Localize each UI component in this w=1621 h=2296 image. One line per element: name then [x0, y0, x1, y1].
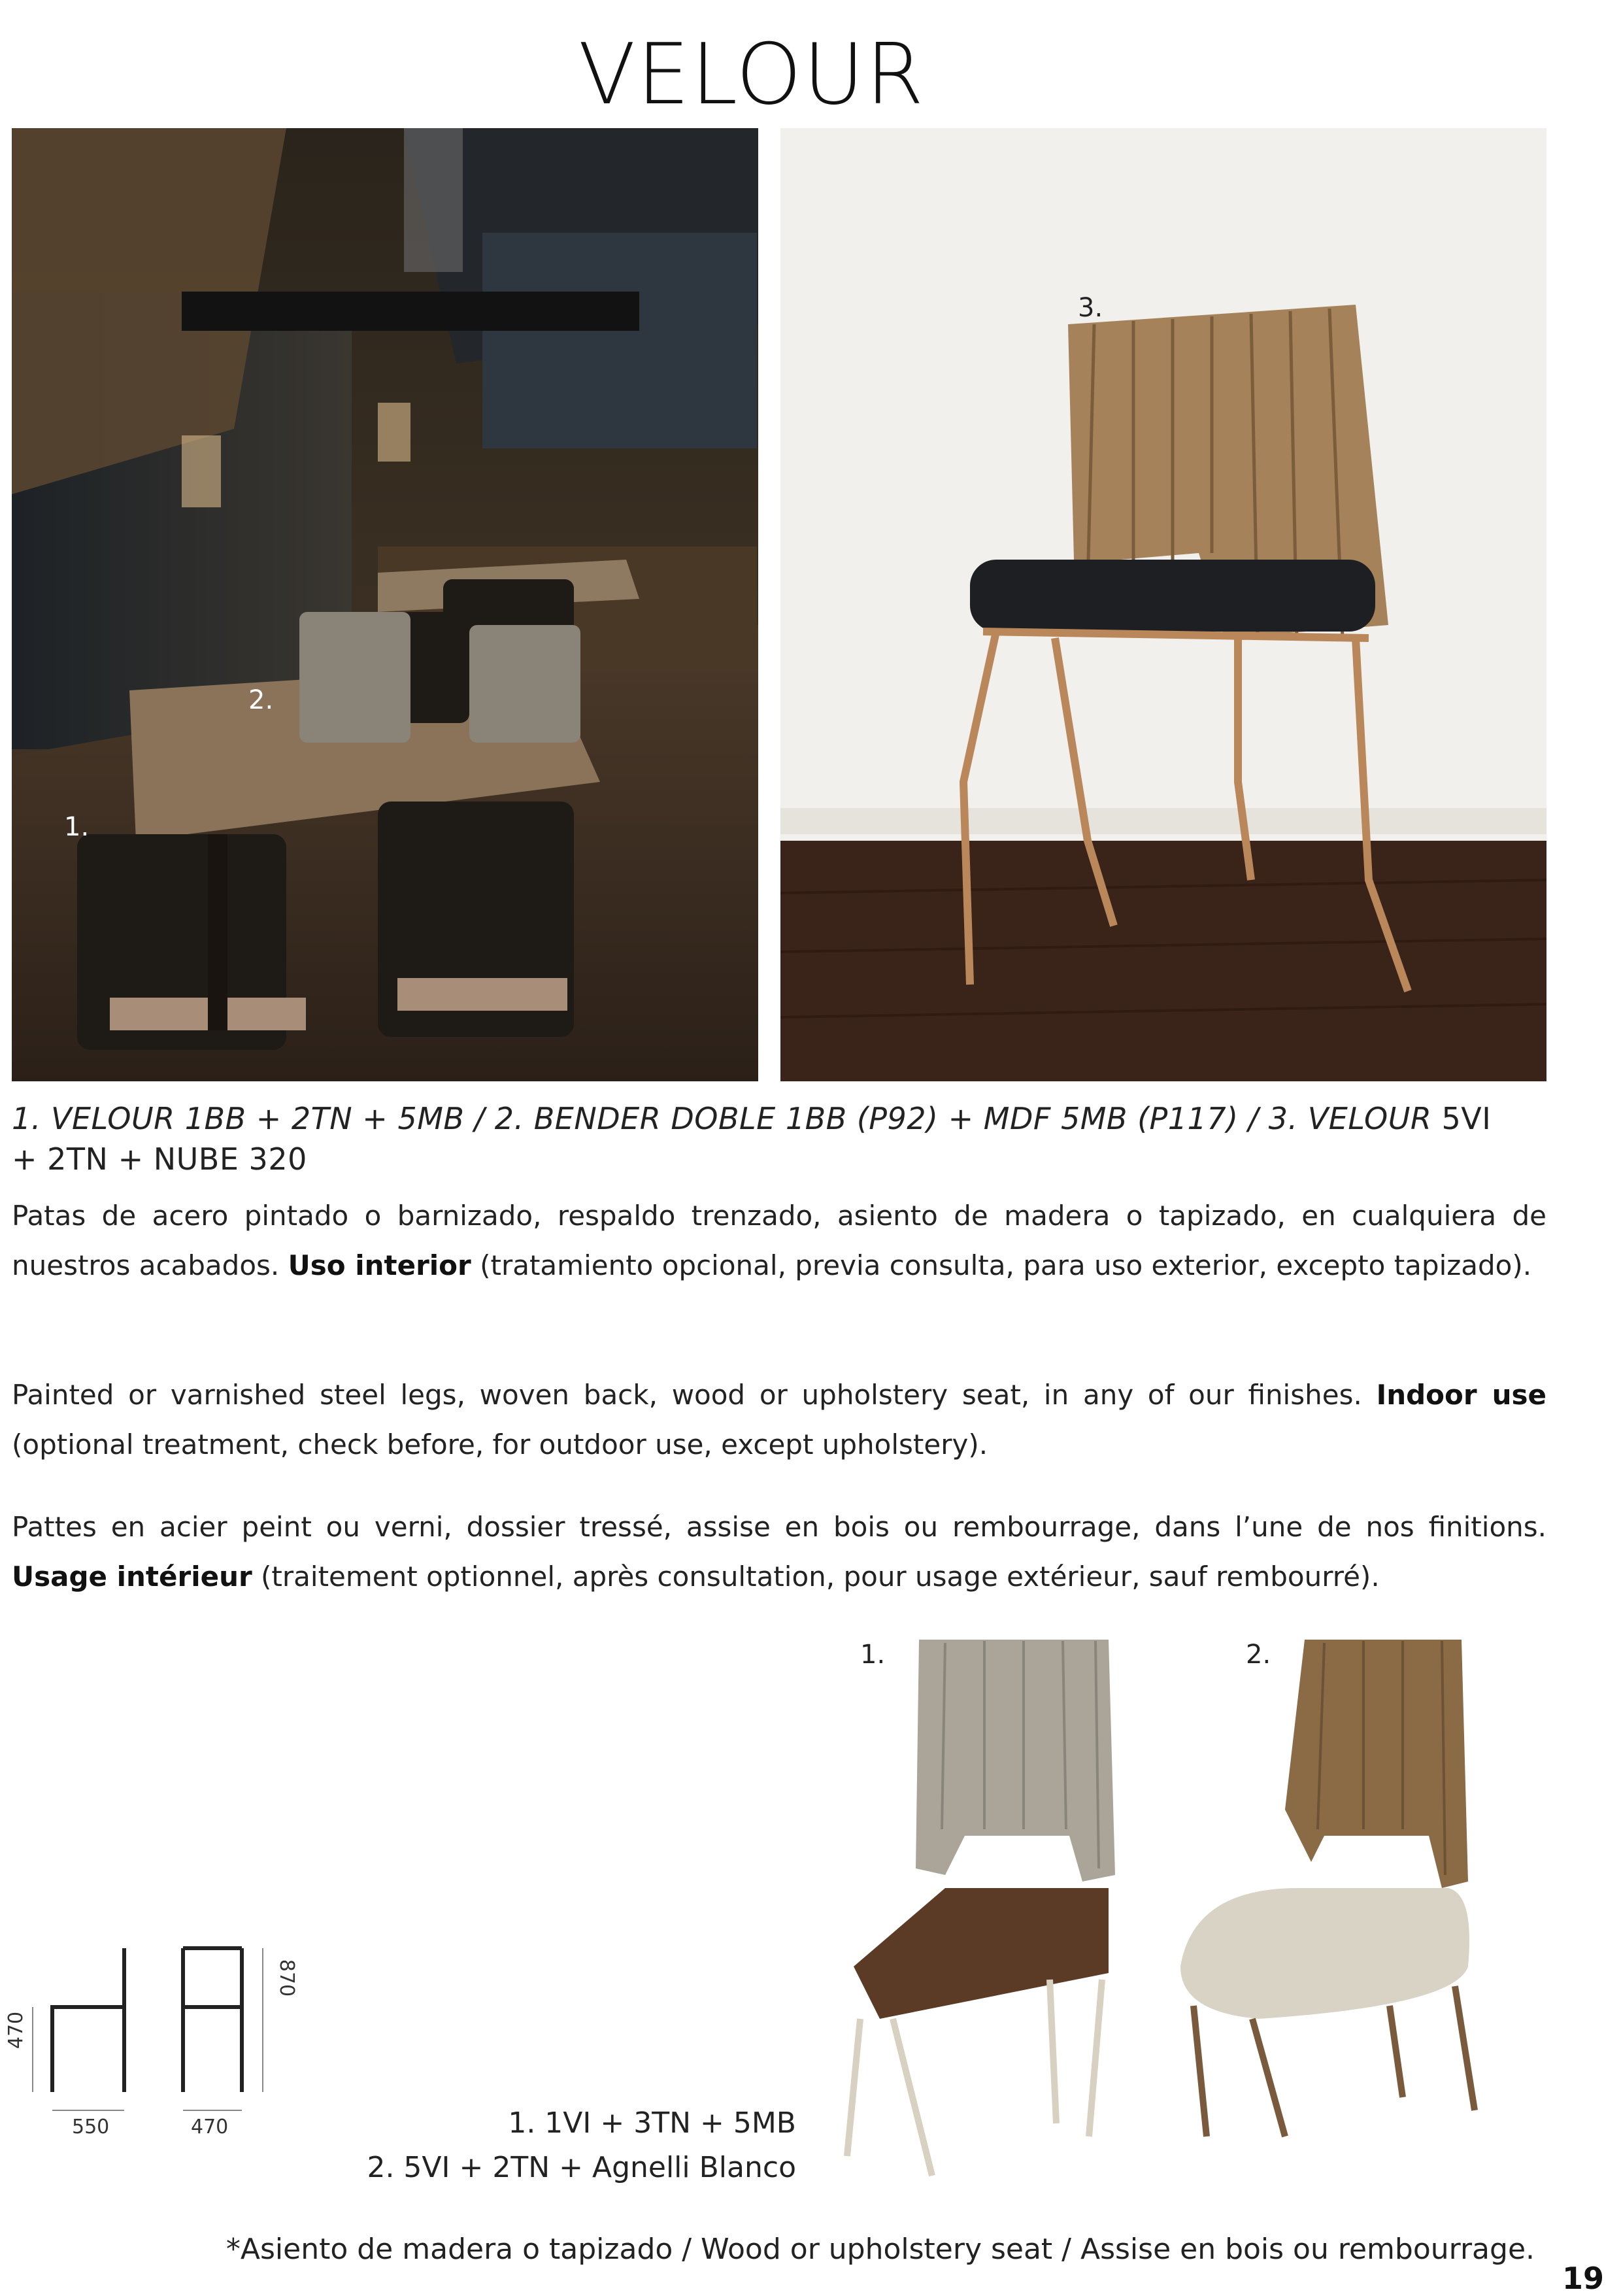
pair-callout-2: 2.	[1246, 1640, 1271, 1670]
description-fr-text: Pattes en acier peint ou verni, dossier tressé, assise en bois ou rembourrage, dans l’une de nos finitions.	[12, 1511, 1546, 1543]
description-es-text: Patas de acero pintado o barnizado, respaldo trenzado, asiento de madera o tapizado, en cualquiera de nuestros acabados.	[12, 1200, 1546, 1281]
description-fr-note: (traitement optionnel, après consultation, pour usage extérieur, sauf rembourré).	[261, 1561, 1380, 1593]
restaurant-scene-image	[12, 128, 758, 1081]
caption-models: 1. VELOUR 1BB + 2TN + 5MB / 2. BENDER DOBLE 1BB (P92) + MDF 5MB (P117) / 3. VELOUR	[12, 1101, 1442, 1136]
callout-3: 3.	[1078, 293, 1103, 323]
description-en	[12, 1370, 1546, 1470]
chair-pair-photo	[801, 1613, 1546, 2202]
description-en-text: Painted or varnished steel legs, woven back, wood or upholstery seat, in any of our finishes.	[12, 1379, 1362, 1411]
depth-label: 550	[72, 2116, 110, 2138]
variant-code-1: 1. 1VI + 3TN + 5MB	[508, 2106, 796, 2140]
page-number: 19	[1562, 2261, 1604, 2296]
width-label: 470	[191, 2116, 229, 2138]
product-caption	[12, 1098, 1541, 1179]
velour-chair-image	[780, 128, 1546, 1081]
dimension-drawing	[7, 1935, 307, 2144]
callout-1: 1.	[64, 812, 90, 842]
description-fr-bold: Usage intérieur	[12, 1561, 252, 1593]
description-en-bold: Indoor use	[1376, 1379, 1546, 1411]
page-title: VELOUR	[578, 26, 926, 124]
chair-variants-image	[801, 1613, 1546, 2202]
total-height-label: 870	[275, 1959, 299, 1997]
description-en-note: (optional treatment, check before, for outdoor use, except upholstery).	[12, 1428, 988, 1460]
callout-2: 2.	[248, 685, 274, 715]
description-es-note: (tratamiento opcional, previa consulta, para uso exterior, excepto tapizado).	[480, 1249, 1532, 1281]
restaurant-photo	[12, 128, 758, 1081]
description-es-bold: Uso interior	[288, 1249, 471, 1281]
chair-outline-drawing	[7, 1935, 307, 2144]
variant-code-2: 2. 5VI + 2TN + Agnelli Blanco	[367, 2151, 796, 2184]
description-fr	[12, 1502, 1546, 1602]
seat-footnote: *Asiento de madera o tapizado / Wood or upholstery seat / Assise en bois ou rembourrage.	[226, 2233, 1535, 2266]
chair-studio-photo	[780, 128, 1546, 1081]
pair-callout-1: 1.	[860, 1640, 886, 1670]
caption-line-2: + 2TN + NUBE 320	[12, 1141, 307, 1177]
caption-code: 5VI	[1441, 1101, 1492, 1136]
seat-height-label: 470	[5, 2011, 28, 2050]
description-es	[12, 1191, 1546, 1291]
